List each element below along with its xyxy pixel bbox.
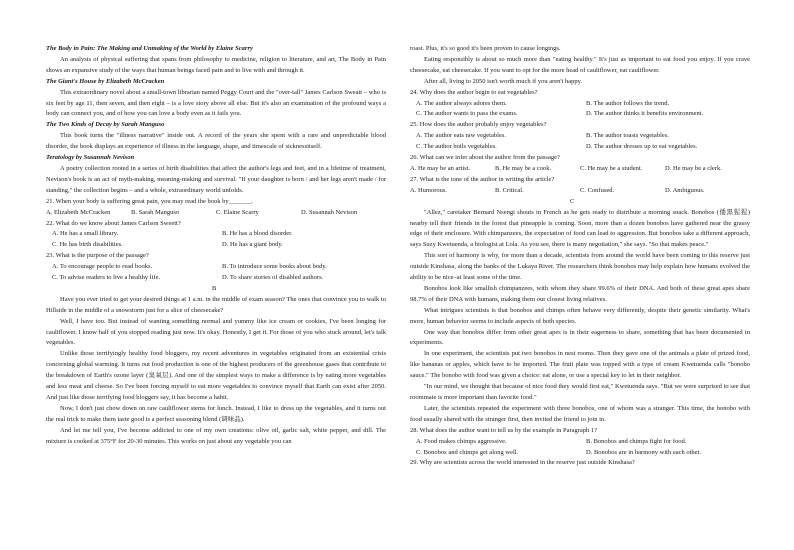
book4-text: A poetry collection rooted in a series of birth disabilities that affect the author's legs and feet, and in a lifetime of treatment, Nevison's book is an act of myth-making, meaning-making and survival. "If your daughter is born / and her legs aren't made / for standing," the collection begins – and a whole, extraordinary world unfolds. xyxy=(46,164,386,194)
question-23: 23. What is the purpose of the passage? xyxy=(46,252,149,260)
question-27: 27. What is the tone of the author in writing the article? xyxy=(410,175,555,183)
question-24-options xyxy=(410,99,750,110)
question-25: 25. How does the author probably enjoy vegetables? xyxy=(410,121,547,129)
book1-title: The Body in Pain: The Making and Unmaking of the World by Elaine Scarry xyxy=(46,45,253,52)
passage-paragraph: Later, the scientists repeated the experiment with three bonobos, one of whom was a stranger. This time, the bonobo with food usually shared with the stranger first, then invited the friend to join in. xyxy=(410,404,750,423)
passage-paragraph: In one experiment, the scientists put two bonobos in nest rooms. Then they gave one of the animals a plate of prized food, like bananas or apples, which have to be imported. The fruit plate was topped with a type of cream Kwetuenda calls "bonobo sauce." The bonobo with food was given a choice: eat alone, or use a special key to let in their neighbor. xyxy=(410,350,750,380)
passage-paragraph: Well, I have too. But instead of wanting something normal and yummy like ice cream or cookies, I've been longing for cauliflower. I know half of you stopped reading just now. It's okay. Honestly, I get it. For those of you who stuck around, let's talk vegetables. xyxy=(46,317,386,347)
option: C. Confused. xyxy=(580,186,615,194)
question-22-options xyxy=(46,240,386,251)
option: C. Bonobos and chimps get along well. xyxy=(416,448,519,456)
question-22-options xyxy=(46,229,386,240)
option: D. The author dresses up to eat vegetables. xyxy=(586,143,698,151)
option: B. Critical. xyxy=(495,186,524,194)
passage-continued: roast. Plus, it's so good it's been proven to cause longings. xyxy=(410,45,561,52)
option: B. Bonobos and chimps fight for food. xyxy=(586,437,687,445)
option: A. Elizabeth McCracken xyxy=(46,208,111,216)
option: A. The author always adores them. xyxy=(416,99,507,107)
question-25-options xyxy=(410,142,750,153)
passage-paragraph: Bonobos look like smallish chimpanzees, with whom they share 99.6% of their DNA. And both of these great apes share 98.7% of their DNA with humans, making them our closest living relatives. xyxy=(410,284,750,303)
option: A. He may be an artist. xyxy=(410,164,471,172)
passage-paragraph: "Allez," caretaker Bernard Nsengi shouts in French as he gets ready to distribute a morning snack. Bonobos (倭黑猩猩) nearby tell their friends in the forest that pineapple is coming. Soon, more than a dozen bonobos have gathered near the grassy edge of their enclosure. With chimpanzees, the expectation of food can lead to aggression. But bonobos take a different approach, says Suzy Kwetuenda, a biologist at Lola. As you see, there is many negotiation," she says. "So that makes peace." xyxy=(410,208,750,249)
passage-paragraph: "In our mind, we thought that because of nice food they would first eat," Kwetuenda says. "But we were surprised to see that roommate is more important than favorite food." xyxy=(410,383,750,401)
question-24-options xyxy=(410,109,750,120)
option: C. Elaine Scarry xyxy=(216,208,259,216)
book4-title: Teratology by Susannah Nevison xyxy=(46,154,135,162)
option: A. The author eats raw vegetables. xyxy=(416,132,506,140)
option: C. The author boils vegetables. xyxy=(416,143,497,151)
option: D. He may be a clerk. xyxy=(665,164,722,172)
answer-23: B xyxy=(212,284,217,292)
passage-paragraph: Have you ever tried to get your desired things at 1 a.m. in the middle of exam season? The ones that convince you to walk to Hillside in the middle of a snowstorm just for a slice of cheesecake? xyxy=(46,295,386,314)
option: A. Humorous. xyxy=(410,186,448,194)
question-28-options xyxy=(410,437,750,448)
option: A. Food makes chimps aggressive. xyxy=(416,437,507,445)
option: C. The author wants to pass the exams. xyxy=(416,110,518,118)
passage-paragraph: And let me tell you, I've become addicted to one of my own creations: olive oil, garlic salt, white pepper, and dill. The mixture is cooked at 375°F for 20-30 minutes. This works on just about any vegetable you can xyxy=(46,426,386,445)
question-29: 29. Why are scientists across the world interested in the reserve just outside Kinshasa? xyxy=(410,459,635,467)
option: D. Susannah Nevison xyxy=(301,208,358,216)
option: B. The author toasts vegetables. xyxy=(586,132,669,140)
question-27-options xyxy=(410,186,750,197)
book1-text: An analysis of physical suffering that spans from philosophy to medicine, religion to literature, and art, The Body in Pain shows an expansive study of the ways that human beings faced pain and to live with and through it. xyxy=(46,55,386,74)
book2-title: The Giant's House by Elizabeth McCracken xyxy=(46,77,165,85)
option: D. Ambiguous. xyxy=(665,186,705,194)
passage-paragraph: What intrigues scientists is that bonobos and chimps often behave very differently, despite their genetic similarity. What's more, human behavior seems to include aspects of both species. xyxy=(410,306,750,325)
question-25-options xyxy=(410,131,750,142)
passage-paragraph: Now, I don't just chow down on raw cauliflower stems for lunch. Instead, I like to dress up the vegetables, and it turns out the real trick to make them taste good is a perfect seasoning blend (调味品). xyxy=(46,404,386,423)
option: B. To introduce some books about body. xyxy=(222,263,327,271)
book3-text: This book turns the "illness narrative" inside out. A record of the years she spent with a rare and unpredictable blood disorder, the book displays an experience of illness in the language, shape, and timescale of sicknessitself. xyxy=(46,132,386,151)
question-22: 22. What do we know about James Carlson Sweett? xyxy=(46,219,181,227)
option: D. He has a giant body. xyxy=(222,241,283,249)
question-26-options xyxy=(410,164,750,175)
question-28: 28. What does the author want to tell us by the example in Paragraph 1? xyxy=(410,426,598,434)
option: D. To share stories of disabled authors. xyxy=(222,274,324,282)
answer-27: C xyxy=(570,197,575,205)
question-21: 21. When your body is suffering great pain, you may read the book by_______. xyxy=(46,197,253,205)
question-28-options xyxy=(410,448,750,459)
question-26: 26. What can we infer about the author from the passage? xyxy=(410,154,560,162)
passage-paragraph: Unlike those terrifyingly healthy food bloggers, my recent adventures in vegetables originated from an existential crisis concerning global warming. It turns out food production is one of the highest producers of the greenhouse gases that contribute to the breakdown of Earth's ozone layer (臭氧层). And one of the simplest ways to make a difference is by eating more vegetables and less meat and cheese. So I've been forcing myself to eat more vegetables to convince myself that Earth can exist after 2050. And just like those terrifying food bloggers say, it has become a habit. xyxy=(46,350,386,401)
question-23-options xyxy=(46,262,386,273)
option: B. He may be a cook. xyxy=(495,164,552,172)
passage-paragraph: This sort of harmony is why, for more than a decade, scientists from around the world have been coming to this reserve just outside Kinshasa, along the banks of the Lukaya River. The researchers think bonobos may help explain how humans evolved the ability to be nice–at least some of the time. xyxy=(410,252,750,282)
passage-paragraph: One way that bonobos differ from other great apes is in their eagerness to share, something that has been documented in experiments. xyxy=(410,328,750,347)
question-23-options xyxy=(46,273,386,284)
question-21-options xyxy=(46,208,386,219)
option: A. He has a small library. xyxy=(52,230,119,238)
option: D. Bonobos are in harmony with each other. xyxy=(586,448,701,456)
passage-paragraph: Eating responsibly is about so much more than "eating healthy." It's just as important to eat food you enjoy. If you crave cheesecake, eat cheesecake. If you want to opt for the more head of cauliflower, eat cauliflower. xyxy=(410,55,750,74)
book3-title: The Two Kinds of Decay by Sarah Manguso xyxy=(46,121,165,129)
left-column xyxy=(46,44,386,448)
option: C. To advise readers to live a healthy life. xyxy=(52,274,161,282)
right-column xyxy=(410,44,750,469)
passage-paragraph: After all, living to 2050 isn't worth much if you aren't happy. xyxy=(424,77,583,85)
option: B. The author follows the trend. xyxy=(586,99,670,107)
question-24: 24. Why does the author begin to eat vegetables? xyxy=(410,88,538,96)
option: B. He has a blood disorder. xyxy=(222,230,293,238)
option: C. He has birth disabilities. xyxy=(52,241,123,249)
option: C. He may be a student. xyxy=(580,164,643,172)
option: A. To encourage people to read books. xyxy=(52,263,153,271)
option: D. The author thinks it benefits environment. xyxy=(586,110,704,118)
option: B. Sarah Manguso xyxy=(131,208,180,216)
book2-text: This extraordinary novel about a small-town librarian named Peggy Court and the "over-tall" James Carlson Sweatt – who is six feet by age 11, then seven, and then eight – is a love story above all else. But it's also an examination of the profound ways a body can connect you, and of how you can love a body even as it fails you. xyxy=(46,88,386,118)
